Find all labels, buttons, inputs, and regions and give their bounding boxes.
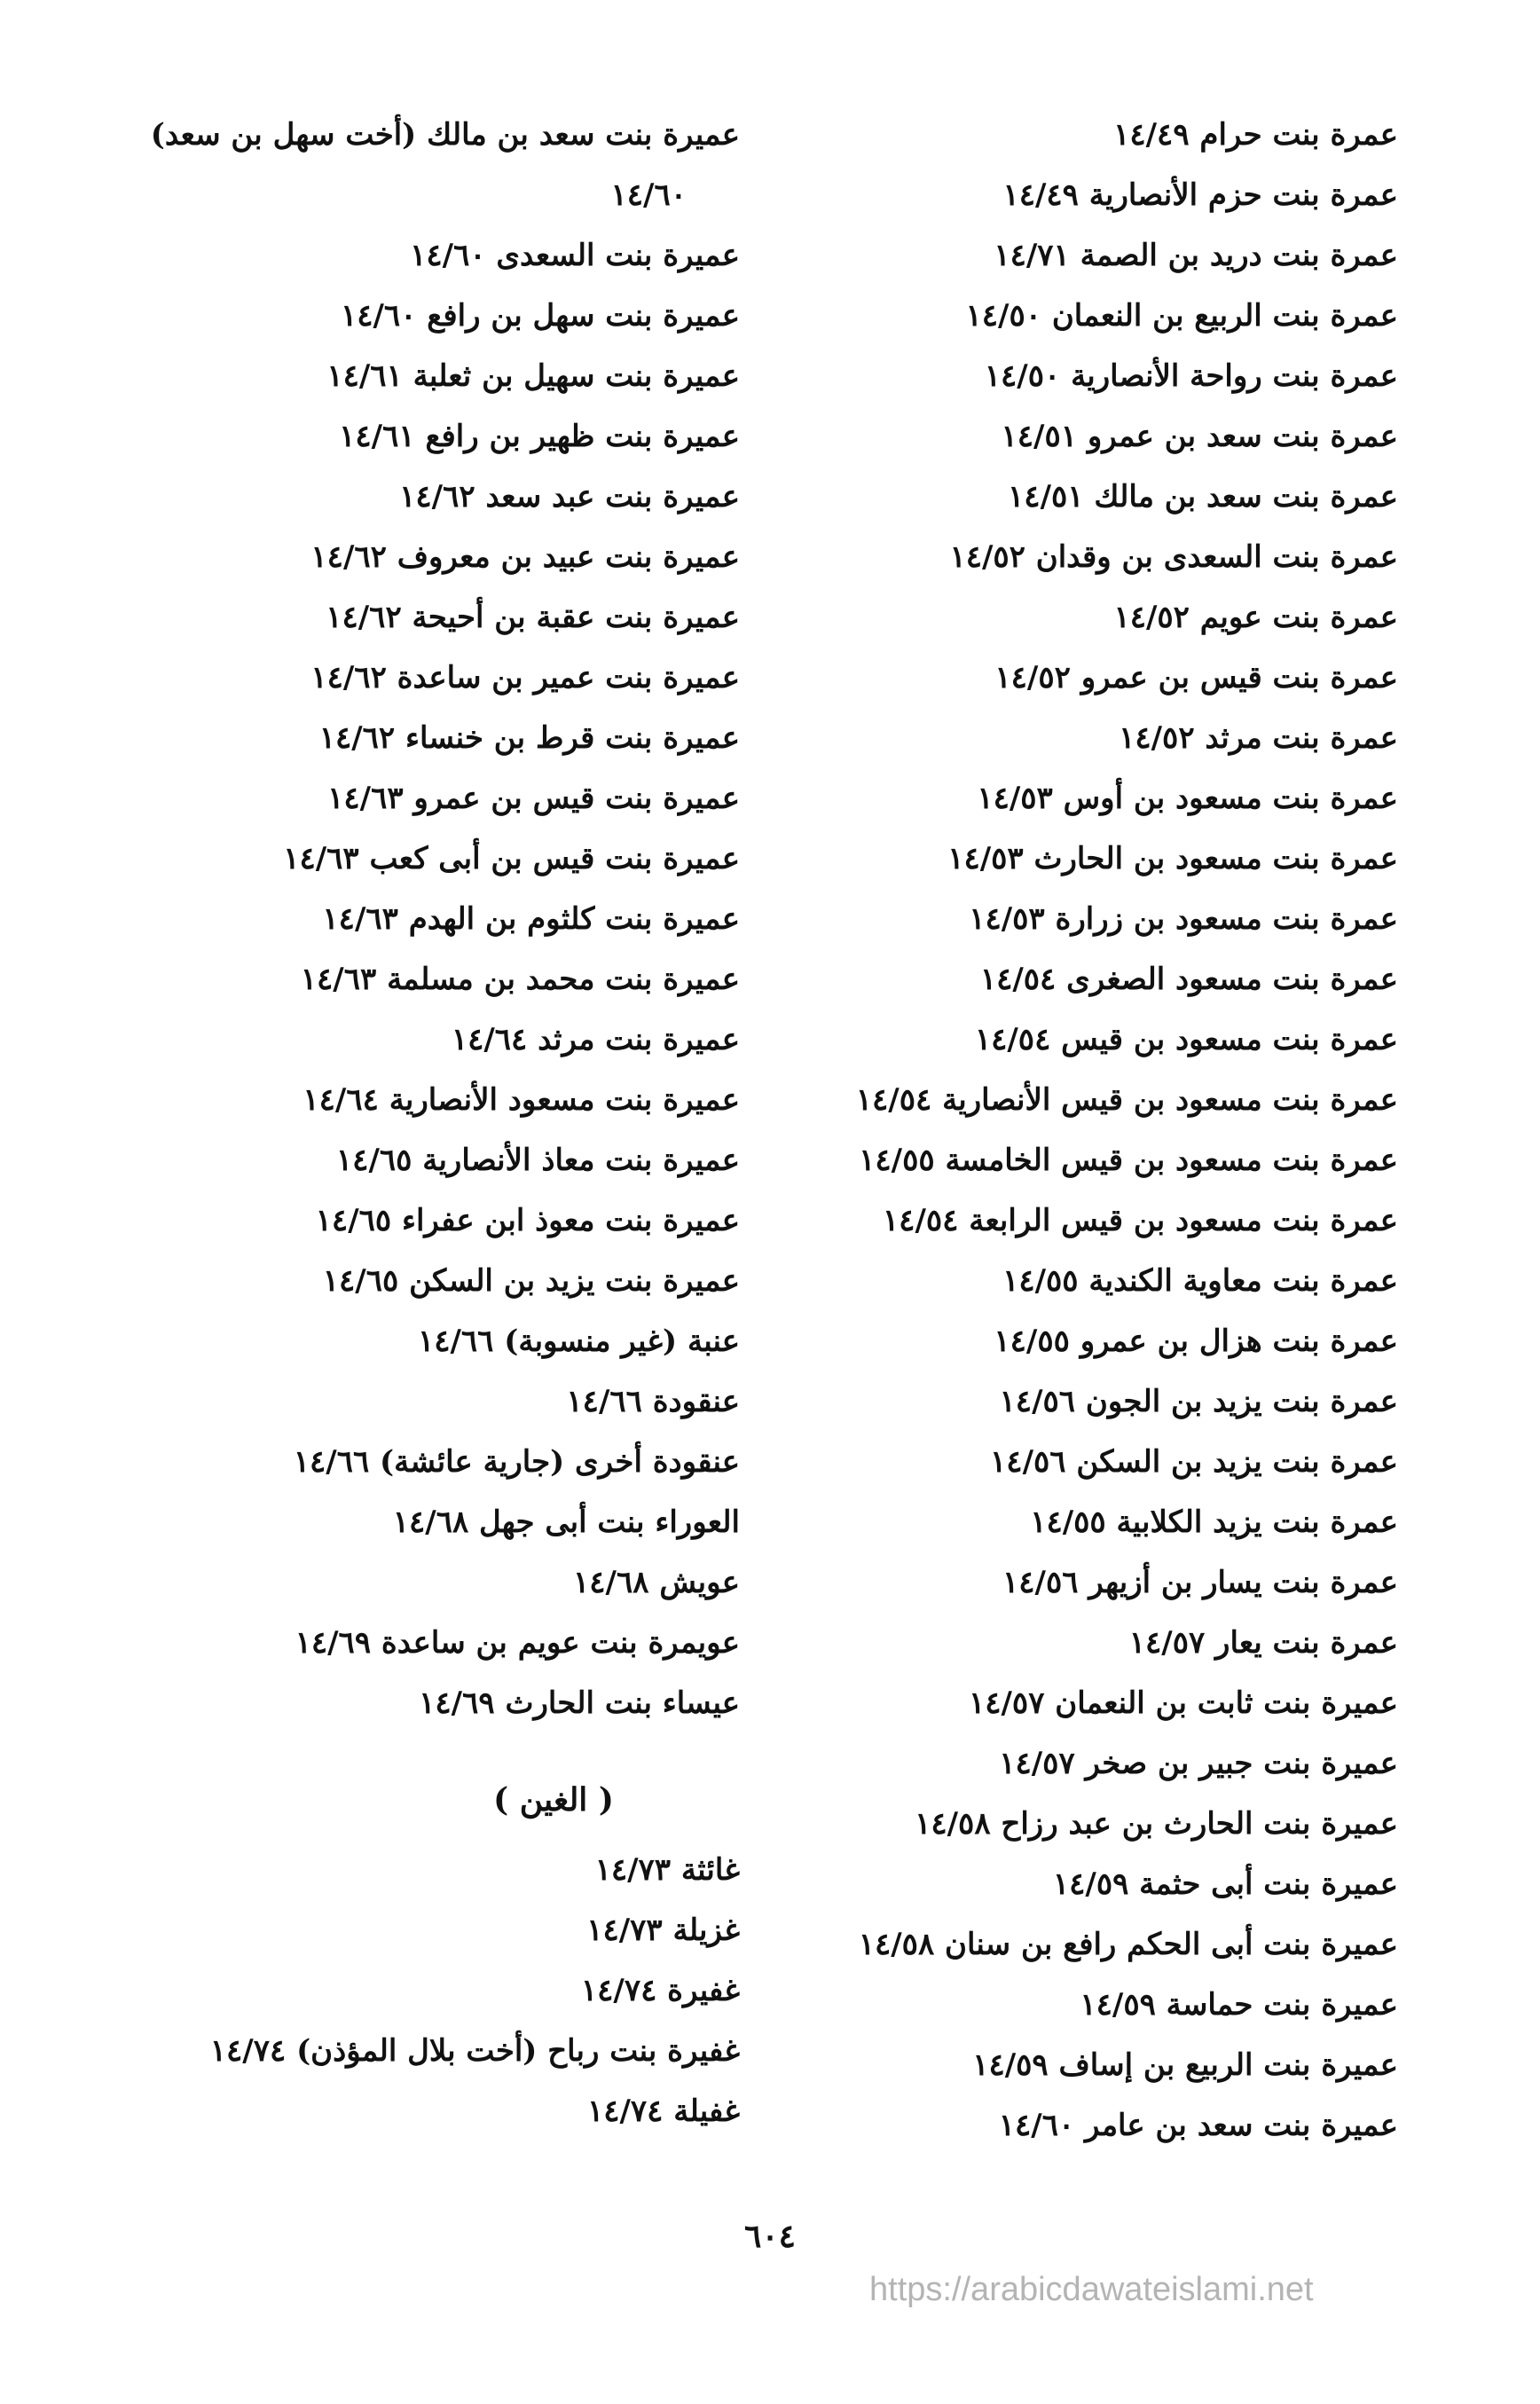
index-entry: عمرة بنت مسعود بن قيس الأنصارية ١٤/٥٤ [855,1082,1398,1118]
section-spacer [101,1733,740,1760]
index-entry: عميرة بنت يزيد بن السكن ١٤/٦٥ [322,1263,740,1299]
index-entry: عميرة بنت سهيل بن ثعلبة ١٤/٦١ [326,358,740,394]
index-entry: عميرة بنت مسعود الأنصارية ١٤/٦٤ [302,1082,740,1118]
index-entry: عمرة بنت مسعود بن أوس ١٤/٥٣ [977,781,1398,816]
index-entry: غائثة ١٤/٧٣ [594,1852,740,1888]
index-entry: عمرة بنت يسار بن أزيهر ١٤/٥٦ [1002,1565,1398,1600]
index-entry: عمرة بنت سعد بن مالك ١٤/٥١ [1008,479,1398,515]
index-entry: عنقودة أخرى (جارية عائشة) ١٤/٦٦ [293,1444,740,1480]
index-entry: عمرة بنت مسعود بن زرارة ١٤/٥٣ [969,901,1398,937]
section-heading-ghain: ( الغين ) [493,1781,614,1819]
index-entry: عيساء بنت الحارث ١٤/٦٩ [419,1685,740,1721]
index-entry: عميرة بنت قيس بن عمرو ١٤/٦٣ [327,781,740,816]
index-entry: عميرة بنت معاذ الأنصارية ١٤/٦٥ [335,1143,740,1178]
index-entry: عنقودة ١٤/٦٦ [566,1384,740,1419]
index-entry: عمرة بنت السعدى بن وقدان ١٤/٥٢ [949,539,1398,575]
index-entry: عميرة بنت أبى الحكم رافع بن سنان ١٤/٥٨ [858,1927,1398,1962]
index-entry: عمرة بنت يزيد بن الجون ١٤/٥٦ [999,1384,1398,1419]
index-entry: عميرة بنت محمد بن مسلمة ١٤/٦٣ [300,962,740,997]
index-entry: عويمرة بنت عويم بن ساعدة ١٤/٦٩ [295,1625,740,1661]
index-entry: عمرة بنت يزيد بن السكن ١٤/٥٦ [990,1444,1398,1480]
index-entry: عميرة بنت الربيع بن إساف ١٤/٥٩ [972,2047,1398,2083]
index-entry: عمرة بنت مسعود بن قيس الرابعة ١٤/٥٤ [882,1203,1398,1238]
index-entry: عميرة بنت قيس بن أبى كعب ١٤/٦٣ [283,841,740,876]
index-entry: عميرة بنت السعدى ١٤/٦٠ [410,238,740,273]
index-entry: عمرة بنت هزال بن عمرو ١٤/٥٥ [994,1324,1398,1359]
index-entry: عمرة بنت مسعود بن قيس ١٤/٥٤ [974,1022,1398,1057]
index-entry: عمرة بنت قيس بن عمرو ١٤/٥٢ [994,660,1398,695]
index-entry: عمرة بنت الربيع بن النعمان ١٤/٥٠ [965,298,1398,334]
index-entry: عمرة بنت دريد بن الصمة ١٤/٧١ [994,238,1398,273]
index-entry: عمرة بنت معاوية الكندية ١٤/٥٥ [1002,1263,1398,1299]
index-entry: عمرة بنت سعد بن عمرو ١٤/٥١ [1001,419,1398,454]
index-entry: عميرة بنت عبد سعد ١٤/٦٢ [399,479,740,515]
index-column-left [101,105,740,2141]
index-entry: عميرة بنت ظهير بن رافع ١٤/٦١ [339,419,740,454]
watermark-url: https://arabicdawateislami.net [869,2271,1314,2308]
index-entry: عميرة بنت سهل بن رافع ١٤/٦٠ [340,298,740,334]
index-entry: عمرة بنت مرثد ١٤/٥٢ [1119,720,1398,756]
index-entry: عميرة بنت عبيد بن معروف ١٤/٦٢ [310,539,740,575]
index-entry: عميرة بنت ثابت بن النعمان ١٤/٥٧ [968,1685,1398,1721]
index-entry: عميرة بنت سعد بن عامر ١٤/٦٠ [998,2108,1398,2143]
index-entry: عميرة بنت سعد بن مالك (أخت سهل بن سعد) [150,117,740,153]
page-number: ٦٠٤ [743,2218,796,2255]
index-entry: غفيرة بنت رباح (أخت بلال المؤذن) ١٤/٧٤ [209,2033,740,2069]
index-entry: عمرة بنت حرام ١٤/٤٩ [1113,117,1398,153]
index-entry: عويش ١٤/٦٨ [573,1565,740,1600]
index-entry: عمرة بنت يزيد الكلابية ١٤/٥٥ [1030,1504,1398,1540]
index-entry: عميرة بنت قرط بن خنساء ١٤/٦٢ [318,720,740,756]
index-entry: غفيلة ١٤/٧٤ [586,2094,740,2129]
index-entry: عمرة بنت عويم ١٤/٥٢ [1113,600,1398,635]
index-entry: عميرة بنت مرثد ١٤/٦٤ [451,1022,740,1057]
index-entry: عميرة بنت عقبة بن أحيحة ١٤/٦٢ [326,600,740,635]
index-entry: عميرة بنت كلثوم بن الهدم ١٤/٦٣ [322,901,740,937]
index-entry: عميرة بنت جبير بن صخر ١٤/٥٧ [999,1746,1398,1781]
index-entry: عمرة بنت حزم الأنصارية ١٤/٤٩ [1002,177,1398,213]
index-entry: عميرة بنت أبى حثمة ١٤/٥٩ [1052,1866,1398,1902]
index-entry: عمرة بنت يعار ١٤/٥٧ [1128,1625,1398,1661]
index-entry: عنبة (غير منسوبة) ١٤/٦٦ [417,1324,740,1359]
index-entry: عمرة بنت رواحة الأنصارية ١٤/٥٠ [984,358,1398,394]
index-entry-continuation: ١٤/٦٠ [610,177,687,213]
index-entry: عميرة بنت معوذ ابن عفراء ١٤/٦٥ [315,1203,740,1238]
index-entry: عمرة بنت مسعود بن قيس الخامسة ١٤/٥٥ [859,1143,1398,1178]
index-entry: العوراء بنت أبى جهل ١٤/٦٨ [392,1504,740,1540]
index-entry: عميرة بنت عمير بن ساعدة ١٤/٦٢ [310,660,740,695]
index-entry: عميرة بنت حماسة ١٤/٥٩ [1080,1987,1398,2023]
index-entry: عمرة بنت مسعود بن الحارث ١٤/٥٣ [947,841,1398,876]
index-column-right [777,105,1398,2156]
index-entry: غفيرة ١٤/٧٤ [580,1973,740,2008]
index-entry: عمرة بنت مسعود الصغرى ١٤/٥٤ [979,962,1398,997]
index-entry: عميرة بنت الحارث بن عبد رزاح ١٤/٥٨ [915,1806,1398,1842]
index-entry: غزيلة ١٤/٧٣ [586,1913,740,1948]
